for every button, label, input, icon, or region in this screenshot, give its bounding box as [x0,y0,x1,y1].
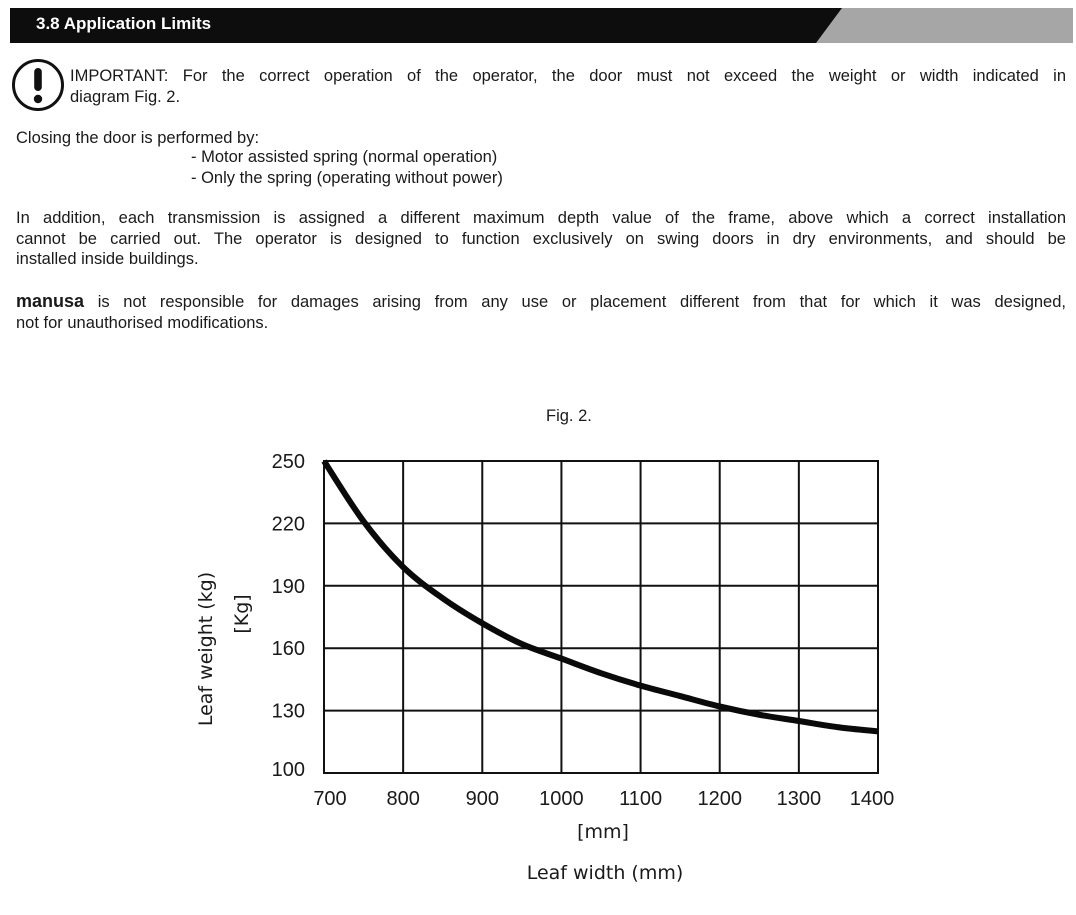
addition-line2: cannot be carried out. The operator is designed to function exclusively on swing doors in dry environments, and should be [16,229,1066,248]
y-tick-label: 190 [271,575,305,598]
x-axis-unit: [mm] [577,821,629,843]
x-tick-label: 700 [313,788,347,810]
important-text-line2: diagram Fig. 2. [70,87,181,106]
x-tick-label: 800 [386,788,420,810]
y-axis-unit: [Kg] [231,594,253,634]
x-tick-label: 1000 [539,788,584,810]
y-tick-label: 220 [271,513,305,536]
x-tick-label: 1400 [849,788,895,810]
x-axis-title: Leaf width (mm) [526,862,684,884]
addition-line1: In addition, each transmission is assigned a different maximum depth value of the frame, above which a correct installation [16,209,1066,227]
weight-limit-curve [324,461,878,731]
important-text-line1: IMPORTANT: For the correct operation of the operator, the door must not exceed the weight or width indicated in [70,67,1066,85]
x-tick-label: 1100 [619,788,663,810]
section-title: 3.8 Application Limits [36,14,212,33]
x-tick-label: 1200 [697,788,742,810]
x-tick-label: 1300 [776,788,822,810]
brand-name: manusa [16,291,85,311]
closing-intro: Closing the door is performed by: [16,129,260,147]
chart-series [324,461,878,731]
chart-grid [324,461,878,773]
y-tick-label: 130 [271,700,305,723]
figure-caption: Fig. 2. [546,407,592,425]
closing-method-item: - Only the spring (operating without power) [191,168,503,187]
y-tick-label: 160 [271,638,305,661]
disclaimer-line2: not for unauthorised modifications. [16,313,269,332]
y-axis-title: Leaf weight (kg) [195,571,217,727]
y-tick-label: 100 [271,759,305,781]
disclaimer-text: is not responsible for damages arising from any use or placement different from that for which it was designed, [84,293,1066,311]
chart-ticks [272,451,895,810]
x-tick-label: 900 [465,788,499,810]
y-tick-label: 250 [271,451,305,473]
addition-line3: installed inside buildings. [16,250,199,268]
plot-frame [324,461,878,773]
closing-method-item: - Motor assisted spring (normal operation) [191,148,498,166]
